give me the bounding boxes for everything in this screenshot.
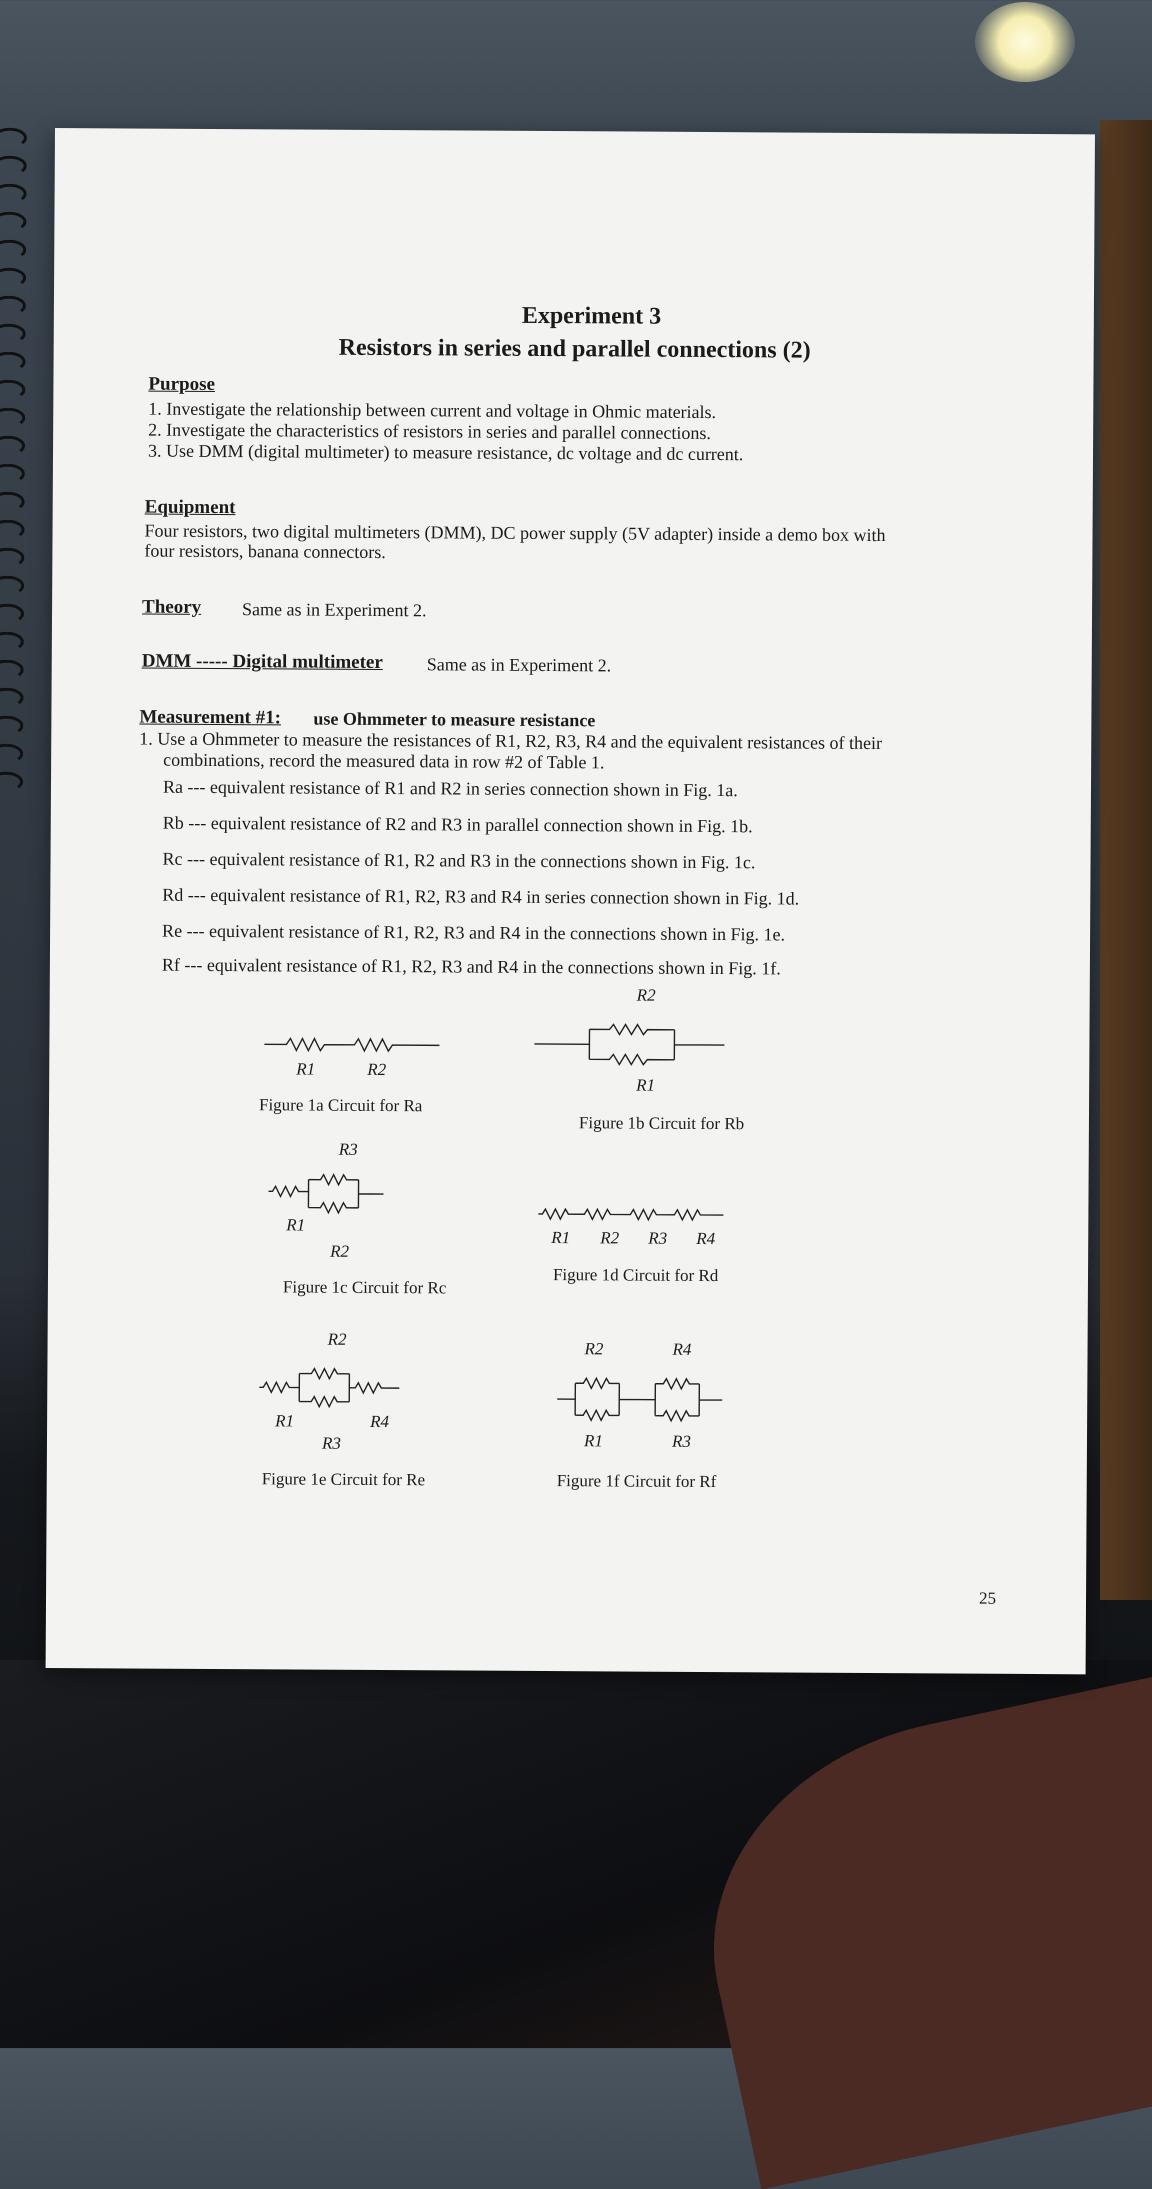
figure-1f-label: R2 bbox=[584, 1339, 604, 1359]
measurement-heading-rest: use Ohmmeter to measure resistance bbox=[313, 708, 596, 731]
figure-1d-label: R4 bbox=[696, 1228, 716, 1249]
figure-1c-label: R1 bbox=[286, 1215, 306, 1235]
figure-1d-circuit bbox=[538, 1199, 738, 1230]
purpose-item: 3. Use DMM (digital multimeter) to measure resistance, dc voltage and dc current. bbox=[147, 440, 744, 465]
equipment-heading: Equipment bbox=[144, 496, 236, 519]
measurement-item-line: combinations, record the measured data in row #2 of Table 1. bbox=[163, 749, 605, 773]
theory-text: Same as in Experiment 2. bbox=[242, 599, 427, 621]
experiment-title: Experiment 3 bbox=[521, 302, 662, 330]
definition-rc: Rc --- equivalent resistance of R1, R2 and R3 in the connections shown in Fig. 1c. bbox=[162, 848, 756, 873]
figure-1a-label: R1 bbox=[296, 1059, 316, 1079]
figure-1d-label: R3 bbox=[648, 1228, 668, 1248]
dmm-heading: DMM ----- Digital multimeter bbox=[141, 650, 383, 674]
purpose-item: 1. Investigate the relationship between current and voltage in Ohmic materials. bbox=[148, 398, 717, 423]
figure-1e-circuit bbox=[259, 1361, 419, 1412]
figure-1d-label: R1 bbox=[551, 1228, 571, 1248]
figure-1b-label: R2 bbox=[636, 985, 656, 1005]
figure-1f-label: R4 bbox=[672, 1339, 692, 1359]
measurement-heading: Measurement #1: bbox=[139, 706, 282, 729]
figure-1d-label: R2 bbox=[600, 1228, 620, 1248]
definition-rd: Rd --- equivalent resistance of R1, R2, R3 and R4 in series connection shown in Fig. 1d. bbox=[162, 884, 800, 909]
figure-1e-label: R3 bbox=[321, 1433, 341, 1453]
figure-1f-circuit bbox=[557, 1369, 737, 1430]
figure-1c-circuit bbox=[268, 1169, 398, 1220]
figure-1e-label: R2 bbox=[327, 1329, 347, 1349]
definition-ra: Ra --- equivalent resistance of R1 and R2 in series connection shown in Fig. 1a. bbox=[162, 776, 738, 801]
document-page bbox=[46, 128, 1095, 1674]
figure-1a-caption: Figure 1a Circuit for Ra bbox=[258, 1095, 423, 1116]
measurement-item-line: 1. Use a Ohmmeter to measure the resistances of R1, R2, R3, R4 and the equivalent resistances of their bbox=[139, 728, 883, 754]
figure-1b-caption: Figure 1b Circuit for Rb bbox=[578, 1113, 745, 1134]
figure-1b-label: R1 bbox=[636, 1075, 656, 1095]
ceiling-light bbox=[975, 2, 1075, 82]
figure-1c-label: R3 bbox=[338, 1139, 358, 1159]
figure-1c-caption: Figure 1c Circuit for Rc bbox=[282, 1277, 447, 1298]
figure-1e-label: R1 bbox=[275, 1411, 295, 1431]
spiral-binding bbox=[0, 128, 23, 1668]
figure-1e-label: R4 bbox=[370, 1411, 390, 1432]
figure-1f-caption: Figure 1f Circuit for Rf bbox=[556, 1471, 717, 1492]
dmm-text: Same as in Experiment 2. bbox=[426, 654, 612, 676]
wood-edge-background bbox=[1100, 120, 1152, 1600]
figure-1a-circuit bbox=[264, 1029, 454, 1060]
figure-1c-label: R2 bbox=[330, 1241, 350, 1261]
figure-1f-label: R3 bbox=[671, 1431, 691, 1451]
theory-heading: Theory bbox=[142, 596, 202, 618]
definition-rf: Rf --- equivalent resistance of R1, R2, R3 and R4 in the connections shown in Fig. 1f. bbox=[161, 954, 781, 979]
figure-1f-label: R1 bbox=[583, 1431, 603, 1451]
figure-1a-label: R2 bbox=[367, 1059, 387, 1080]
purpose-item: 2. Investigate the characteristics of resistors in series and parallel connections. bbox=[148, 419, 712, 444]
purpose-heading: Purpose bbox=[148, 373, 216, 395]
definition-rb: Rb --- equivalent resistance of R2 and R3 in parallel connection shown in Fig. 1b. bbox=[162, 812, 753, 837]
figure-1b-circuit bbox=[534, 1019, 734, 1070]
page-number: 25 bbox=[978, 1588, 997, 1608]
equipment-line: four resistors, banana connectors. bbox=[144, 540, 386, 563]
figure-1e-caption: Figure 1e Circuit for Re bbox=[261, 1469, 426, 1490]
definition-re: Re --- equivalent resistance of R1, R2, R3 and R4 in the connections shown in Fig. 1e. bbox=[162, 920, 786, 945]
figure-1d-caption: Figure 1d Circuit for Rd bbox=[552, 1265, 719, 1286]
experiment-subtitle: Resistors in series and parallel connections (2) bbox=[338, 334, 811, 364]
equipment-line: Four resistors, two digital multimeters (DMM), DC power supply (5V adapter) inside a demo box with bbox=[144, 520, 886, 546]
